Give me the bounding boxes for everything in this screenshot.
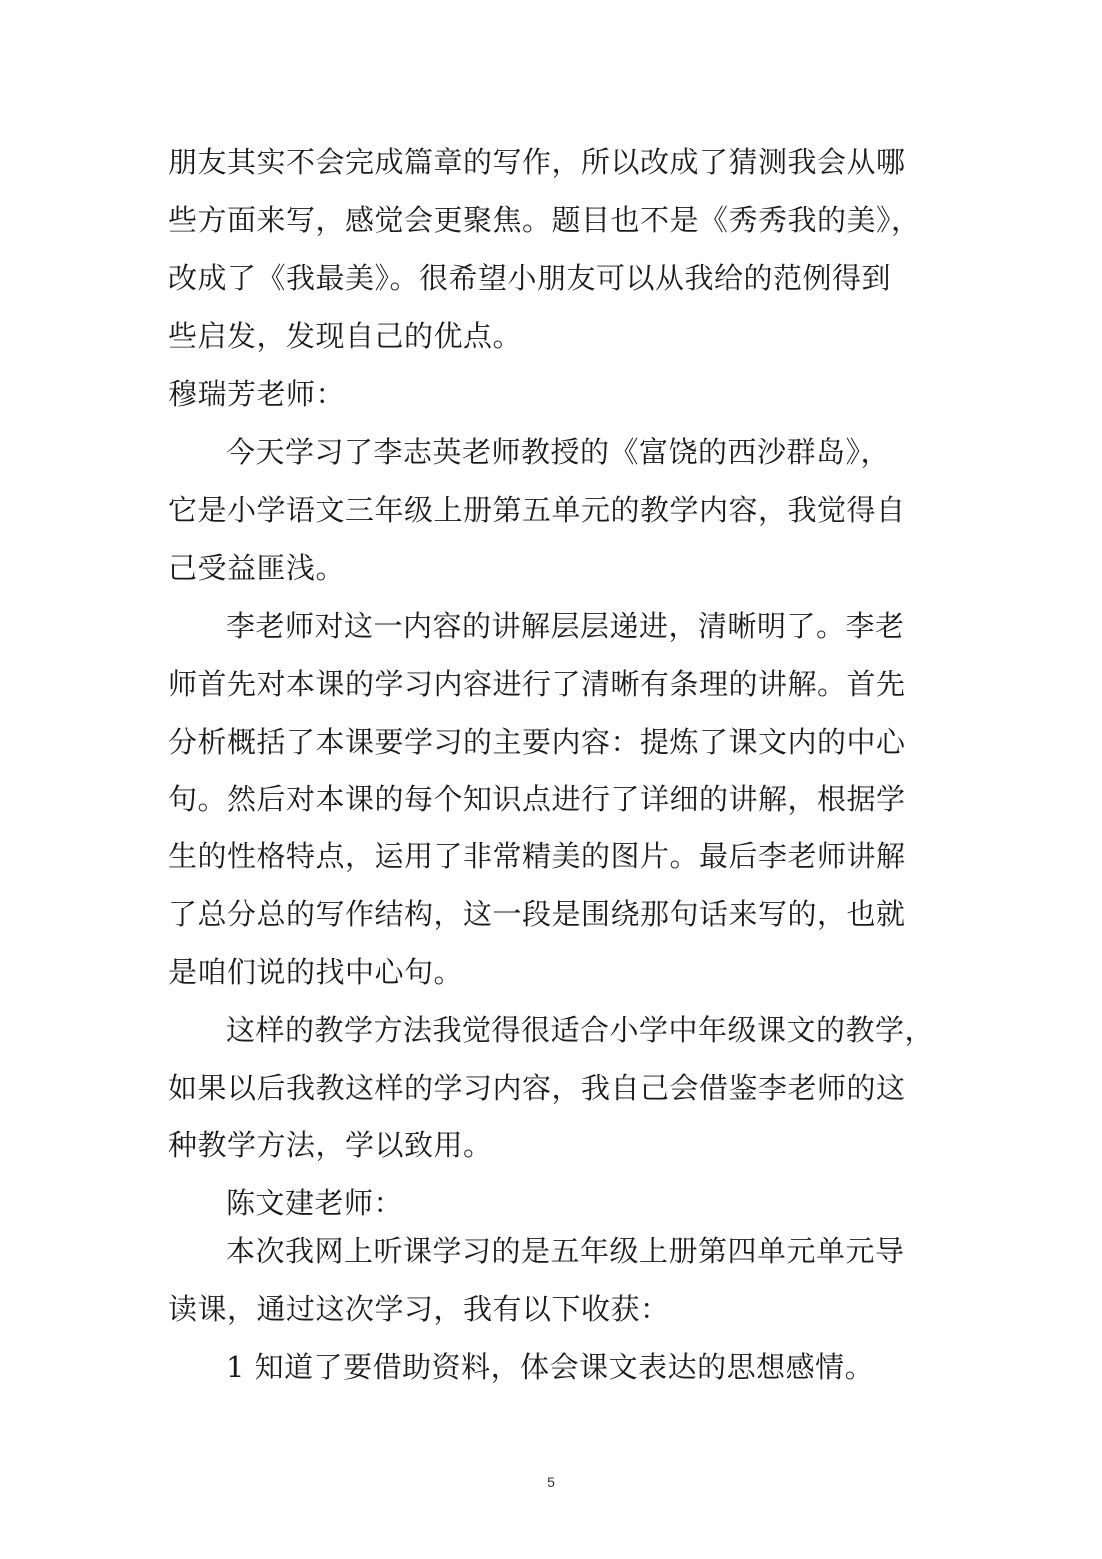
speaker-heading: 陈文建老师：	[226, 1186, 404, 1220]
text-line: 师首先对本课的学习内容进行了清晰有条理的讲解。首先	[168, 667, 906, 701]
text-line: 朋友其实不会完成篇章的写作，所以改成了猜测我会从哪	[168, 145, 906, 179]
text-line: 些方面来写，感觉会更聚焦。题目也不是《秀秀我的美》，	[168, 203, 921, 237]
text-line: 读课，通过这次学习，我有以下收获：	[168, 1292, 670, 1326]
text-line: 改成了《我最美》。很希望小朋友可以从我给的范例得到	[168, 261, 892, 295]
text-line: 这样的教学方法我觉得很适合小学中年级课文的教学，	[226, 1013, 935, 1047]
text-line: 本次我网上听课学习的是五年级上册第四单元单元导	[226, 1234, 905, 1268]
speaker-heading: 穆瑞芳老师：	[168, 377, 346, 411]
text-line: 了总分总的写作结构，这一段是围绕那句话来写的，也就	[168, 897, 906, 931]
text-line: 己受益匪浅。	[168, 551, 346, 585]
page-number: 5	[547, 1474, 555, 1490]
text-line: 些启发，发现自己的优点。	[168, 319, 523, 353]
list-item: 1 知道了要借助资料，体会课文表达的思想感情。	[226, 1350, 875, 1384]
text-line: 是咱们说的找中心句。	[168, 955, 464, 989]
text-line: 生的性格特点，运用了非常精美的图片。最后李老师讲解	[168, 839, 906, 873]
text-line: 分析概括了本课要学习的主要内容：提炼了课文内的中心	[168, 725, 906, 759]
text-line: 种教学方法，学以致用。	[168, 1128, 493, 1162]
text-line: 如果以后我教这样的学习内容，我自己会借鉴李老师的这	[168, 1071, 906, 1105]
text-line: 李老师对这一内容的讲解层层递进，清晰明了。李老	[226, 609, 905, 643]
text-line: 句。然后对本课的每个知识点进行了详细的讲解，根据学	[168, 782, 906, 816]
text-line: 它是小学语文三年级上册第五单元的教学内容，我觉得自	[168, 493, 906, 527]
text-line: 今天学习了李志英老师教授的《富饶的西沙群岛》，	[226, 435, 891, 469]
